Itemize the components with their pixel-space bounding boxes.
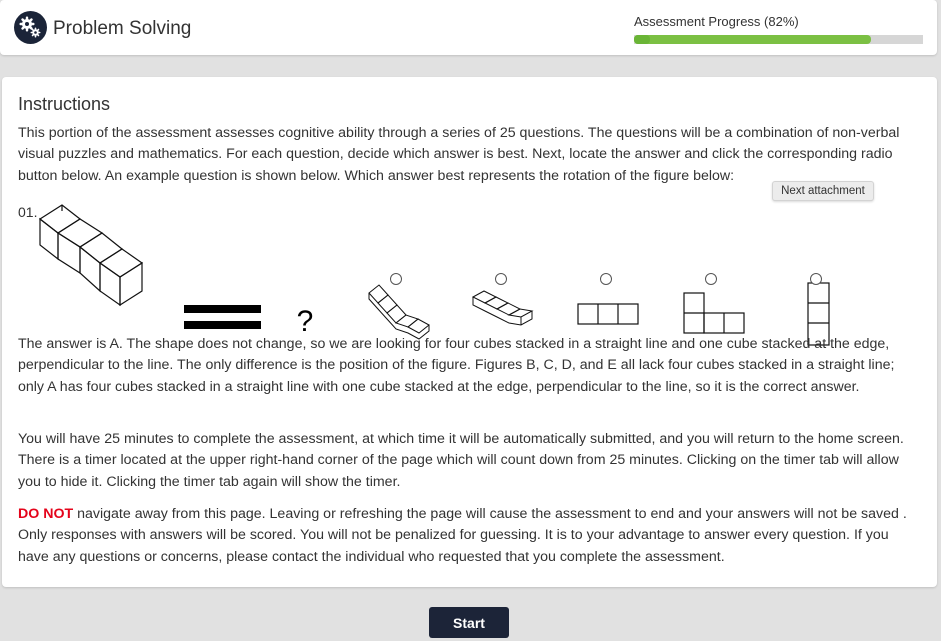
page-title: Problem Solving xyxy=(53,18,192,39)
warning-paragraph xyxy=(18,504,923,568)
option-d-figure xyxy=(684,293,744,333)
answer-explanation: The answer is A. The shape does not change, so we are looking for four cubes stacked in a straight line and one cube stacked at the edge, perpendicular to the line. The only difference is the position of the figure. Figures B, C, D, and E all lack four cubes stacked in a straight line; only A has four cubes stacked in a straight line with one cube stacked at the edge, perpendicular to the line, so it is the correct answer. xyxy=(18,336,895,395)
option-a-figure xyxy=(369,285,429,339)
next-attachment-tooltip: Next attachment xyxy=(772,181,874,201)
instructions-card xyxy=(2,77,937,587)
equals-sign xyxy=(184,305,261,329)
progress-label: Assessment Progress (82%) xyxy=(634,14,799,29)
start-button[interactable]: Start xyxy=(429,607,509,638)
instructions-intro: This portion of the assessment assesses cognitive ability through a series of 25 questions. The questions will be a combination of non-verbal visual puzzles and mathematics. For each question, decide which answer is best. Next, locate the answer and click the corresponding radio button below. An example question is shown below. Which answer best represents the rotation of the figure below: xyxy=(18,125,900,184)
option-c-radio[interactable] xyxy=(600,273,612,285)
option-c-figure xyxy=(578,304,638,324)
progress-bar xyxy=(634,35,923,44)
question-mark: ? xyxy=(296,305,314,338)
option-b-figure xyxy=(473,291,532,325)
progress-fill xyxy=(634,35,871,44)
example-figures xyxy=(2,197,937,338)
app-header xyxy=(0,0,937,55)
warning-lead: DO NOT xyxy=(18,506,74,522)
question-number: 01. xyxy=(18,204,38,220)
option-d-radio[interactable] xyxy=(705,273,717,285)
instructions-heading: Instructions xyxy=(18,94,111,114)
question-figure xyxy=(40,205,142,305)
option-e-radio[interactable] xyxy=(810,273,822,285)
timer-info: You will have 25 minutes to complete the assessment, at which time it will be automatically submitted, and you will return to the home screen. There is a timer located at the upper right-hand corner of the page which will count down from 25 minutes. Clicking on the timer tab will allow you to hide it. Clicking the timer tab again will show the timer. xyxy=(18,431,904,490)
warning-text: navigate away from this page. Leaving or refreshing the page will cause the assessment to end and your answers will not be saved . Only responses with answers will be scored. You will not be penalized for guessing. It is to your advantage to answer every question. If you have any questions or concerns, please contact the individual who requested that you complete the assessment. xyxy=(18,506,907,565)
progress-cap xyxy=(634,35,650,44)
option-b-radio[interactable] xyxy=(495,273,507,285)
gears-icon xyxy=(14,11,47,44)
option-a-radio[interactable] xyxy=(390,273,402,285)
